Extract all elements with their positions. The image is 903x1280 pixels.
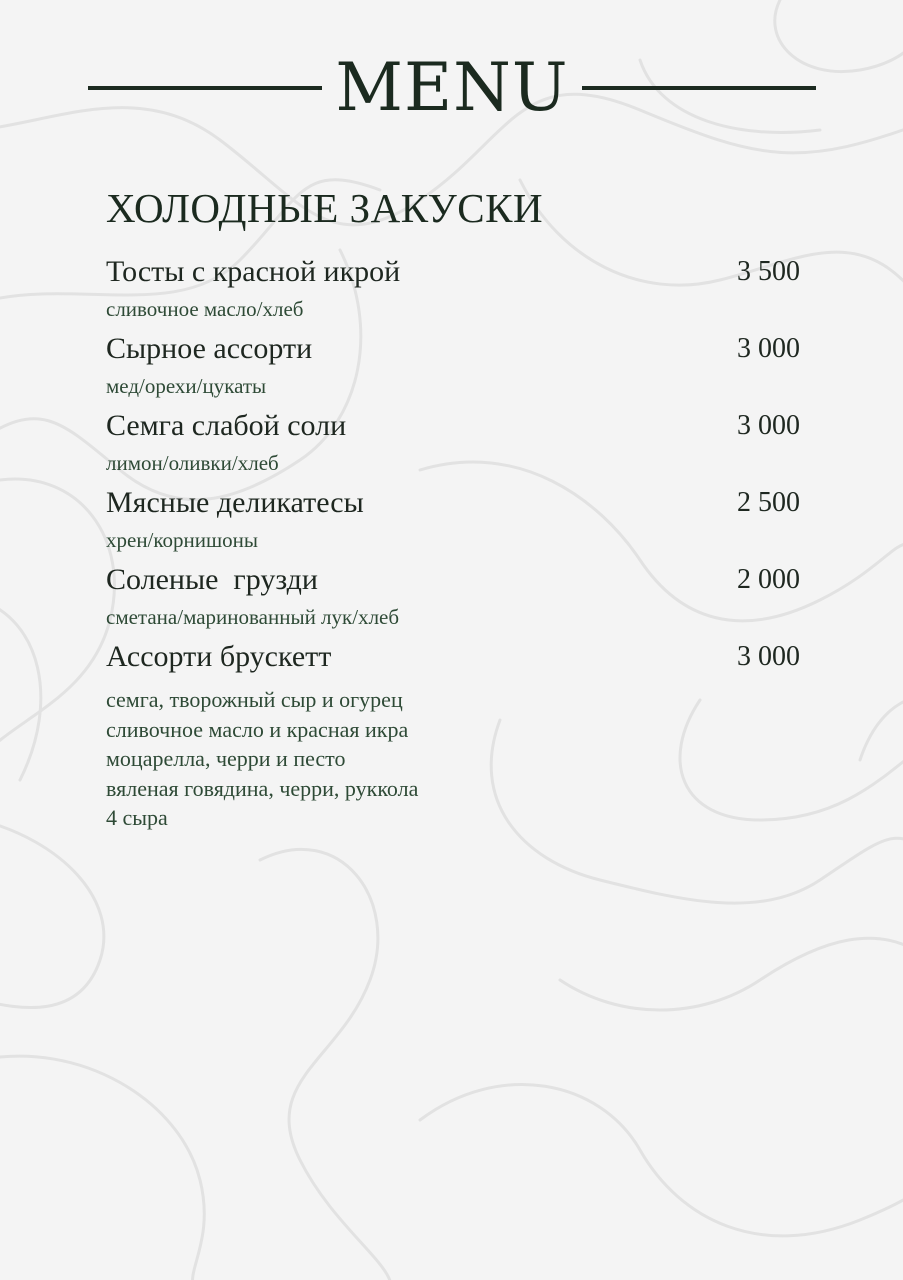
item-price: 2 500 bbox=[737, 487, 800, 518]
menu-title: MENU bbox=[335, 49, 569, 126]
item-description: сметана/маринованный лук/хлеб bbox=[106, 605, 400, 629]
header-rule-left bbox=[88, 86, 322, 90]
menu-items-list bbox=[106, 252, 806, 830]
menu-item bbox=[106, 560, 806, 637]
item-price: 3 500 bbox=[737, 256, 800, 287]
menu-item bbox=[106, 329, 806, 406]
item-name: Сырное ассорти bbox=[106, 332, 313, 365]
item-description: сливочное масло/хлеб bbox=[106, 297, 304, 321]
item-name: Тосты с красной икрой bbox=[106, 255, 401, 288]
item-description: мед/орехи/цукаты bbox=[106, 374, 267, 398]
item-name: Соленые грузди bbox=[106, 563, 318, 596]
menu-item bbox=[106, 252, 806, 329]
item-name: Мясные деликатесы bbox=[106, 486, 364, 519]
bruschetta-options bbox=[106, 685, 418, 833]
item-name: Ассорти брускетт bbox=[106, 640, 332, 673]
bruschetta-option: семга, творожный сыр и огурец bbox=[106, 687, 403, 712]
item-description: хрен/корнишоны bbox=[106, 528, 259, 552]
item-description: лимон/оливки/хлеб bbox=[106, 451, 279, 475]
header-rule-right bbox=[582, 86, 816, 90]
item-price: 3 000 bbox=[737, 333, 800, 364]
bruschetta-option: сливочное масло и красная икра bbox=[106, 716, 409, 742]
item-price: 3 000 bbox=[737, 641, 800, 672]
item-price: 2 000 bbox=[737, 564, 800, 595]
bruschetta-option: вяленая говядина, черри, руккола bbox=[106, 775, 419, 801]
section-title: ХОЛОДНЫЕ ЗАКУСКИ bbox=[106, 185, 544, 231]
item-name: Семга слабой соли bbox=[106, 409, 347, 442]
menu-item bbox=[106, 483, 806, 560]
menu-item bbox=[106, 406, 806, 483]
bruschetta-option: 4 сыра bbox=[106, 805, 168, 830]
bruschetta-option: моцарелла, черри и песто bbox=[106, 746, 346, 771]
item-price: 3 000 bbox=[737, 410, 800, 441]
menu-header bbox=[0, 49, 903, 126]
